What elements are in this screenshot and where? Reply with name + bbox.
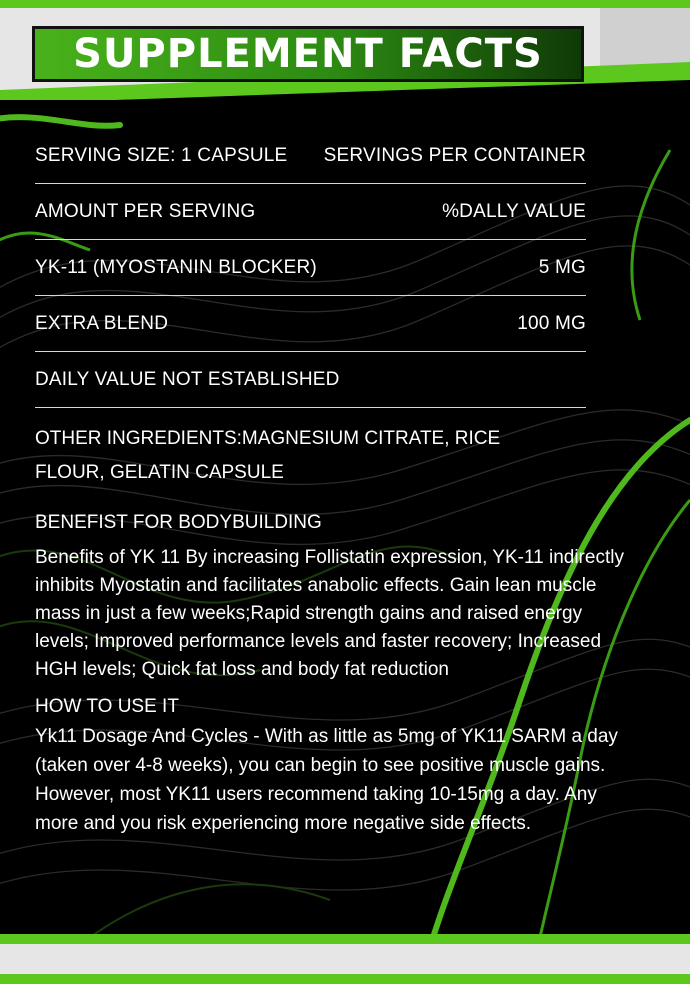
facts-row-serving [35,128,586,184]
title-banner [32,26,584,82]
serving-size-label: SERVING SIZE: 1 CAPSULE [35,144,288,166]
facts-row-amount [35,184,586,240]
daily-value-note: DAILY VALUE NOT ESTABLISHED [35,368,340,390]
other-ingredients: OTHER INGREDIENTS:MAGNESIUM CITRATE, RICE FLOUR, GELATIN CAPSULE [35,428,501,483]
benefits-heading: BENEFIST FOR BODYBUILDING [35,512,322,533]
facts-content [35,128,624,838]
ingredient-amount: 100 MG [517,312,586,334]
page-title: SUPPLEMENT FACTS [73,31,543,77]
daily-value-label: %DALLY VALUE [442,200,586,222]
facts-row-yk11 [35,240,586,296]
benefits-text: Benefits of YK 11 By increasing Follistatin expression, YK-11 indirectly inhibits Myostatin and facilitates anabolic effects. Gain lean muscle mass in just a few weeks;Rapid strength gains and raised energy levels; Improved performance levels and faster recovery; Increased HGH levels; Quick fat loss and body fat reduction [35,547,624,680]
ingredient-amount: 5 MG [538,256,586,278]
ingredient-name: EXTRA BLEND [35,312,169,334]
howto-text: Yk11 Dosage And Cycles - With as little as 5mg of YK11 SARM a day (taken over 4-8 weeks), you can begin to see positive muscle gains. However, most YK11 users recommend taking 10-15mg a day. Any more and you risk experiencing more negative side effects. [35,726,618,834]
bottom-accent-band [0,934,690,984]
facts-row-extra-blend [35,296,586,352]
ingredient-name: YK-11 (MYOSTANIN BLOCKER) [35,256,317,278]
servings-per-container-label: SERVINGS PER CONTAINER [323,144,586,166]
howto-heading: HOW TO USE IT [35,696,179,717]
amount-per-serving-label: AMOUNT PER SERVING [35,200,256,222]
facts-row-daily-value [35,352,586,408]
